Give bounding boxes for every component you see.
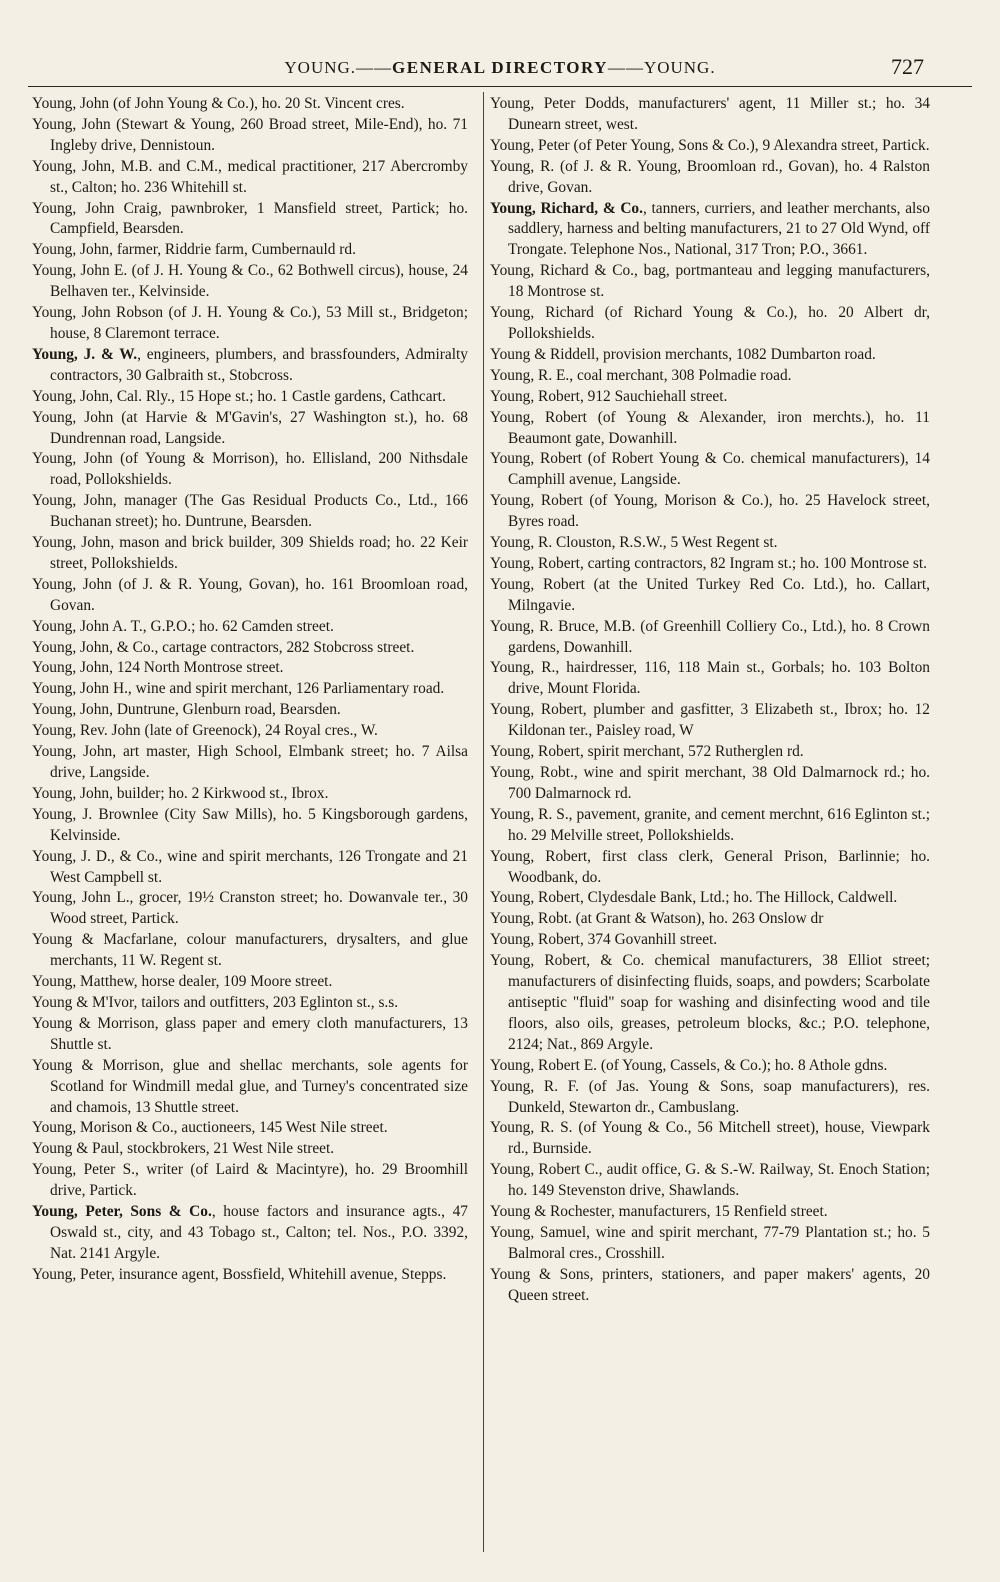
directory-entry [32,345,468,387]
directory-entry [32,805,468,847]
entry-text: Young, R. Bruce, M.B. (of Greenhill Colliery Co., Ltd.), ho. 8 Crown gardens, Dowanhill. [490,617,930,656]
directory-entry [490,345,930,366]
directory-entry [32,700,468,721]
directory-entry [490,1056,930,1077]
entry-text: Young, Richard (of Richard Young & Co.), ho. 20 Albert dr, Pollokshields. [490,304,930,342]
entry-text: Young & Rochester, manufacturers, 15 Renfield street. [490,1203,828,1221]
directory-entry [490,533,930,554]
directory-entry [32,94,468,115]
directory-entry [32,533,468,575]
entry-text: Young, J. D., & Co., wine and spirit merchants, 126 Trongate and 21 West Campbell st. [32,847,468,886]
directory-entry [32,240,468,261]
directory-entry [32,679,468,700]
directory-entry [490,387,930,408]
entry-text: Young, R. F. (of Jas. Young & Sons, soap manufacturers), res. Dunkeld, Stewarton dr., Cambuslang. [490,1077,930,1116]
directory-entry [32,449,468,491]
header-left: YOUNG.—— [284,58,393,77]
entry-text: Young, Samuel, wine and spirit merchant, 77-79 Plantation st.; ho. 5 Balmoral cres., Crosshill. [490,1223,930,1262]
entry-text: Young, John (of J. & R. Young, Govan), ho. 161 Broomloan road, Govan. [32,575,468,614]
directory-entry [490,888,930,909]
entry-text: Young, John H., wine and spirit merchant, 126 Parliamentary road. [32,680,445,698]
directory-entry [490,909,930,930]
directory-entry [490,1265,930,1307]
right-column [490,94,930,1307]
directory-entry [490,1077,930,1119]
entry-text: Young, John L., grocer, 19½ Cranston street; ho. Dowanvale ter., 30 Wood street, Partick. [32,889,468,928]
entry-text: Young, John, manager (The Gas Residual Products Co., Ltd., 166 Buchanan street); ho. Duntrune, Bearsden. [32,492,468,531]
entry-text: Young, Rev. John (late of Greenock), 24 Royal cres., W. [32,722,378,740]
running-header [0,54,1000,84]
directory-entry [490,303,930,345]
directory-entry [32,930,468,972]
entry-text: Young, Robert (of Young & Alexander, iron merchts.), ho. 11 Beaumont gate, Dowanhill. [490,408,930,447]
directory-entry [32,1202,468,1265]
entry-text: Young, John, M.B. and C.M., medical practitioner, 217 Abercromby st., Calton; ho. 236 Whitehill st. [32,157,468,196]
entry-text: Young, John Robson (of J. H. Young & Co.), 53 Mill st., Bridgeton; house, 8 Claremont terrace. [32,304,468,342]
entry-text: Young, R. E., coal merchant, 308 Polmadie road. [490,366,792,384]
directory-entry [32,1014,468,1056]
directory-entry [490,617,930,659]
entry-text: Young, Robt. (at Grant & Watson), ho. 263 Onslow dr [490,910,824,928]
directory-entry [32,115,468,157]
entry-text: Young, John E. (of J. H. Young & Co., 62 Bothwell circus), house, 24 Belhaven ter., Kelvinside. [32,262,468,301]
entry-text: Young, Robert, plumber and gasfitter, 3 Elizabeth st., Ibrox; ho. 12 Kildonan ter., Paisley road, W [490,701,930,740]
directory-entry [32,742,468,784]
entry-text: Young & Sons, printers, stationers, and paper makers' agents, 20 Queen street. [490,1265,930,1304]
entry-text: Young, Robert (of Robert Young & Co. chemical manufacturers), 14 Camphill avenue, Langside. [490,450,930,489]
header-rule [28,86,972,87]
directory-entry [490,449,930,491]
directory-entry [32,972,468,993]
directory-entry [32,993,468,1014]
directory-entry [32,1118,468,1139]
directory-entry [490,408,930,450]
entry-text: Young, Peter, insurance agent, Bossfield, Whitehill avenue, Stepps. [32,1265,447,1283]
entry-text: Young & M'Ivor, tailors and outfitters, 203 Eglinton st., s.s. [32,993,399,1011]
header-right: ——YOUNG. [607,58,716,77]
directory-entry [32,721,468,742]
entry-text: Young, John (of John Young & Co.), ho. 20 St. Vincent cres. [32,95,405,112]
directory-entry [490,658,930,700]
entry-text: Young, John Craig, pawnbroker, 1 Mansfield street, Partick; ho. Campfield, Bearsden. [32,199,468,238]
directory-entry [32,1160,468,1202]
directory-entry [490,366,930,387]
directory-entry [490,94,930,136]
directory-entry [32,157,468,199]
entry-text: Young, John, mason and brick builder, 309 Shields road; ho. 22 Keir street, Pollokshields. [32,534,468,572]
entry-text: Young, R. S. (of Young & Co., 56 Mitchell street), house, Viewpark rd., Burnside. [490,1119,930,1158]
directory-entry [32,1139,468,1160]
entry-text: Young, Robert, Clydesdale Bank, Ltd.; ho. The Hillock, Caldwell. [490,889,898,907]
directory-entry [32,888,468,930]
directory-entry [490,742,930,763]
entry-text: Young, John, art master, High School, Elmbank street; ho. 7 Ailsa drive, Langside. [32,743,468,781]
entry-bold-name: Young, J. & W. [32,345,138,363]
left-column [32,94,468,1286]
header-title [0,58,1000,78]
entry-text: Young, Peter S., writer (of Laird & Macintyre), ho. 29 Broomhill drive, Partick. [32,1161,468,1200]
entry-text: Young, Matthew, horse dealer, 109 Moore street. [32,973,333,991]
entry-bold-name: Young, Peter, Sons & Co. [32,1203,212,1221]
directory-entry [32,575,468,617]
entry-text: Young, Robert (at the United Turkey Red Co. Ltd.), ho. Callart, Milngavie. [490,575,930,614]
entry-text: , engineers, plumbers, and brassfounders, Admiralty contractors, 30 Galbraith st., Stobcross. [50,345,468,384]
directory-entry [490,157,930,199]
directory-entry [32,303,468,345]
entry-text: Young, R. S., pavement, granite, and cement merchnt, 616 Eglinton st.; ho. 29 Melville street, Pollokshields. [490,805,930,844]
directory-entry [490,1118,930,1160]
entry-text: Young, John (Stewart & Young, 260 Broad street, Mile-End), ho. 71 Ingleby drive, Dennistoun. [32,115,468,154]
entry-text: Young, R., hairdresser, 116, 118 Main st., Gorbals; ho. 103 Bolton drive, Mount Florida. [490,659,930,698]
directory-entry [490,930,930,951]
entry-text: Young & Morrison, glue and shellac merchants, sole agents for Scotland for Windmill medal glue, and Turney's concentrated size and chamois, 13 Shuttle street. [32,1056,468,1116]
entry-text: Young, John, & Co., cartage contractors, 282 Stobcross street. [32,638,415,656]
directory-entry [32,1056,468,1119]
directory-entry [490,261,930,303]
directory-entry [32,408,468,450]
directory-entry [32,491,468,533]
directory-entry [32,261,468,303]
entry-text: Young, John, farmer, Riddrie farm, Cumbernauld rd. [32,241,356,259]
directory-entry [490,1160,930,1202]
entry-text: Young, John, Cal. Rly., 15 Hope st.; ho. 1 Castle gardens, Cathcart. [32,387,446,405]
entry-text: Young & Macfarlane, colour manufacturers, drysalters, and glue merchants, 11 W. Regent st. [32,931,468,970]
entry-text: Young, John, builder; ho. 2 Kirkwood st., Ibrox. [32,784,329,802]
entry-text: Young, Peter Dodds, manufacturers' agent, 11 Miller st.; ho. 34 Dunearn street, west. [490,95,930,133]
directory-entry [490,554,930,575]
entry-text: Young, Richard & Co., bag, portmanteau and legging manufacturers, 18 Montrose st. [490,262,930,301]
entry-text: Young, R. (of J. & R. Young, Broomloan rd., Govan), ho. 4 Ralston drive, Govan. [490,157,930,196]
entry-text: Young & Paul, stockbrokers, 21 West Nile street. [32,1140,335,1158]
directory-entry [32,784,468,805]
directory-entry [490,763,930,805]
directory-entry [490,951,930,1056]
entry-text: Young, Robert E. (of Young, Cassels, & Co.); ho. 8 Athole gdns. [490,1056,888,1074]
entry-text: Young, J. Brownlee (City Saw Mills), ho. 5 Kingsborough gardens, Kelvinside. [32,805,468,844]
entry-text: Young, R. Clouston, R.S.W., 5 West Regent st. [490,534,778,552]
entry-text: Young, Robert, 374 Govanhill street. [490,931,718,949]
entry-text: Young, Robert, carting contractors, 82 Ingram st.; ho. 100 Montrose st. [490,554,928,572]
directory-entry [490,199,930,262]
directory-entry [32,199,468,241]
directory-entry [32,638,468,659]
entry-bold-name: Young, Richard, & Co. [490,199,643,217]
page-number: 727 [891,54,924,79]
entry-text: Young, Robert (of Young, Morison & Co.), ho. 25 Havelock street, Byres road. [490,492,930,531]
directory-entry [32,387,468,408]
entry-text: Young & Riddell, provision merchants, 1082 Dumbarton road. [490,345,876,363]
directory-entry [490,136,930,157]
entry-text: , house factors and insurance agts., 47 Oswald st., city, and 43 Tobago st., Calton; tel. Nos., P.O. 3392, Nat. 2141 Argyle. [50,1203,468,1262]
entry-text: Young, Morison & Co., auctioneers, 145 West Nile street. [32,1119,388,1137]
directory-entry [32,617,468,638]
header-center: GENERAL DIRECTORY [392,58,608,77]
entry-text: Young, Robert, & Co. chemical manufacturers, 38 Elliot street; manufacturers of disinfecting fluids, soaps, and powders; Scarbolate antiseptic "fluid" soap for washing and disinfecting wood and tile floors, also oils, greases, petroleum blocks, &c.; P.O. telephone, 2124; Nat., 869 Argyle. [490,952,930,1053]
directory-entry [490,575,930,617]
directory-entry [490,1202,930,1223]
entry-text: Young, Robert, spirit merchant, 572 Rutherglen rd. [490,743,804,761]
entry-text: Young, Robert, 912 Sauchiehall street. [490,387,728,405]
entry-text: Young, Robert C., audit office, G. & S.-W. Railway, St. Enoch Station; ho. 149 Stevenston drive, Shawlands. [490,1161,930,1200]
directory-entry [490,1223,930,1265]
entry-text: Young, John, Duntrune, Glenburn road, Bearsden. [32,701,341,719]
entry-text: , tanners, curriers, and leather merchants, also saddlery, harness and belting manufacturers, 21 to 27 Old Wynd, off Trongate. Telephone Nos., National, 317 Tron; P.O., 3661. [508,199,930,259]
entry-text: Young, John (of Young & Morrison), ho. Ellisland, 200 Nithsdale road, Pollokshields. [32,450,468,489]
entry-text: Young, John, 124 North Montrose street. [32,659,284,677]
entry-text: Young, John (at Harvie & M'Gavin's, 27 Washington st.), ho. 68 Dundrennan road, Langside. [32,408,468,447]
entry-text: Young, Robert, first class clerk, General Prison, Barlinnie; ho. Woodbank, do. [490,847,930,886]
directory-entry [32,1265,468,1286]
entry-text: Young, Peter (of Peter Young, Sons & Co.), 9 Alexandra street, Partick. [490,136,930,154]
entry-text: Young & Morrison, glass paper and emery cloth manufacturers, 13 Shuttle st. [32,1014,468,1053]
directory-entry [32,847,468,889]
directory-entry [32,658,468,679]
entry-text: Young, John A. T., G.P.O.; ho. 62 Camden street. [32,617,334,635]
directory-entry [490,491,930,533]
directory-entry [490,805,930,847]
entry-text: Young, Robt., wine and spirit merchant, 38 Old Dalmarnock rd.; ho. 700 Dalmarnock rd. [490,764,930,802]
column-divider [483,92,484,1552]
directory-entry [490,700,930,742]
directory-entry [490,847,930,889]
